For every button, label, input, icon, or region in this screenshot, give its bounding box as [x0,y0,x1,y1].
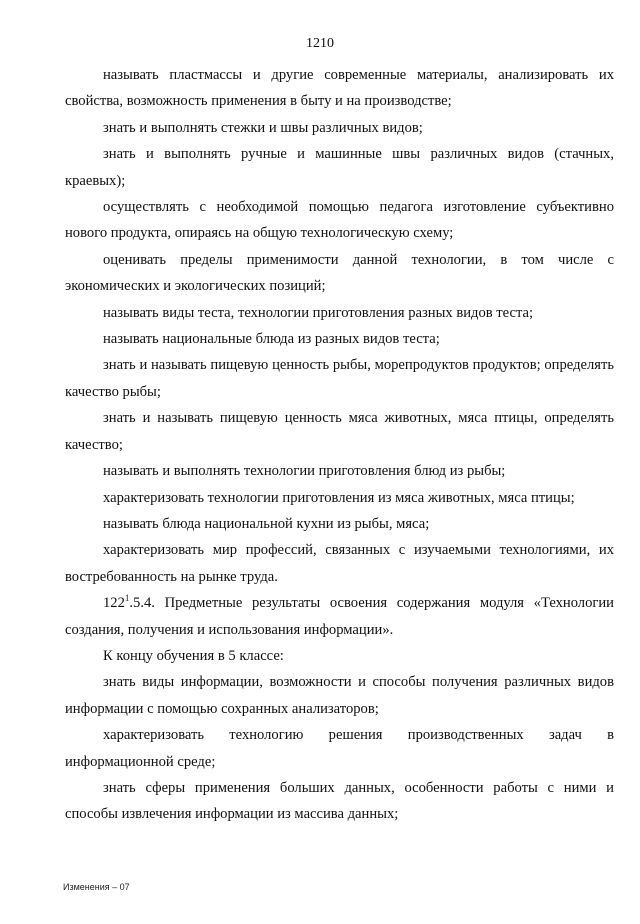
paragraph: знать и выполнять стежки и швы различных видов; [103,119,423,136]
paragraph: оценивать пределы применимости данной технологии, в том числе с экономических и экологических позиций; [65,251,614,295]
paragraph: знать и называть пищевую ценность мяса животных, мяса птицы, определять качество; [65,410,614,453]
paragraph: знать и называть пищевую ценность рыбы, морепродуктов продуктов; определять качество рыбы; [65,357,614,400]
footer-revision-label: Изменения – 07 [63,882,130,892]
paragraph: называть виды теста, технологии приготовления разных видов теста; [103,304,534,321]
paragraph: характеризовать технологию решения производственных задач в информационной среде; [65,727,614,770]
paragraph: осуществлять с необходимой помощью педагога изготовление субъективно нового продукта, опираясь на общую технологическую схему; [65,199,614,242]
document-body [65,62,614,828]
paragraph: знать виды информации, возможности и способы получения различных видов информации с помощью сохранных анализаторов; [65,674,614,717]
section-number-rest: .5.4. [129,595,155,612]
paragraph: характеризовать мир профессий, связанных с изучаемыми технологиями, их востребованность на рынке труда. [65,542,614,585]
paragraph: К концу обучения в 5 классе: [103,647,284,664]
page-number: 1210 [306,36,334,51]
paragraph: называть блюда национальной кухни из рыбы, мяса; [103,515,430,532]
section-heading [65,590,614,643]
section-number-main: 122 [103,595,125,612]
section-number-superscript: 1 [124,593,130,604]
paragraph: называть пластмассы и другие современные материалы, анализировать их свойства, возможность применения в быту и на производстве; [65,67,614,110]
paragraph: называть и выполнять технологии приготовления блюд из рыбы; [103,463,506,480]
paragraph: характеризовать технологии приготовления из мяса животных, мяса птицы; [103,489,575,506]
section-title: Предметные результаты освоения содержания модуля «Технологии создания, получения и использования информации». [65,595,614,638]
paragraph: знать сферы применения больших данных, особенности работы с ними и способы извлечения информации из массива данных; [65,779,614,823]
paragraph: знать и выполнять ручные и машинные швы различных видов (стачных, краевых); [65,146,614,189]
paragraph: называть национальные блюда из разных видов теста; [103,331,440,348]
